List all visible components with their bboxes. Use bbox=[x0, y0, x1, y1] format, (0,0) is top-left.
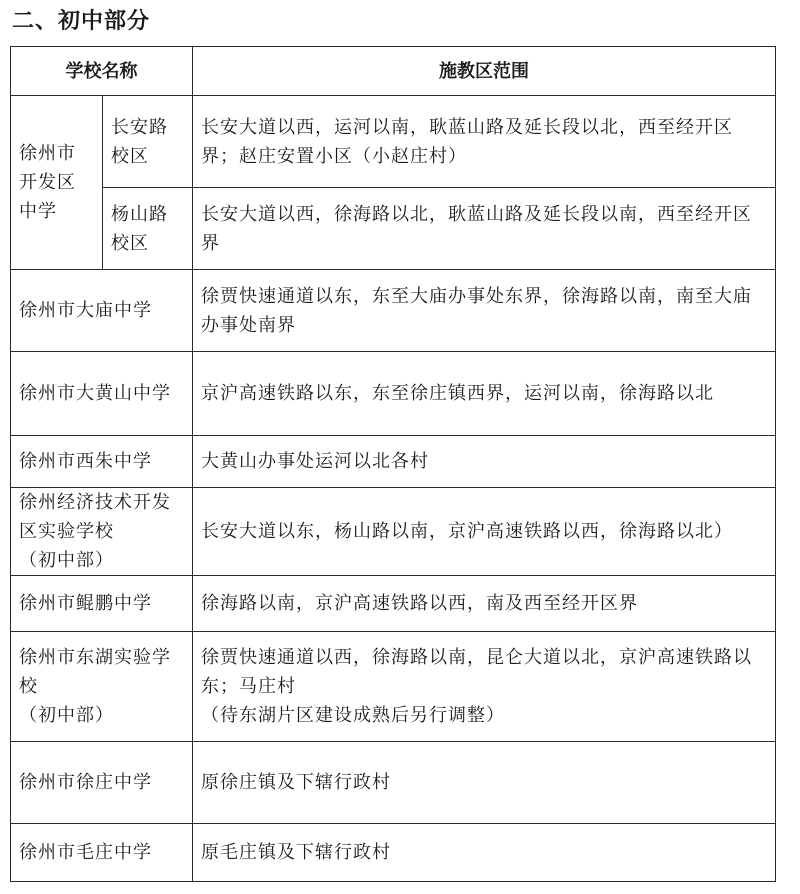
table-row bbox=[11, 352, 776, 436]
school-name-cell: 徐州市毛庄中学 bbox=[11, 824, 193, 882]
district-range-cell: 徐海路以南，京沪高速铁路以西，南及西至经开区界 bbox=[193, 576, 776, 632]
school-name-cell: 徐州市西朱中学 bbox=[11, 436, 193, 488]
district-range-cell: 大黄山办事处运河以北各村 bbox=[193, 436, 776, 488]
district-range-cell: 长安大道以西，徐海路以北，耿蓝山路及延长段以南，西至经开区界 bbox=[193, 188, 776, 270]
district-range-cell: 原徐庄镇及下辖行政村 bbox=[193, 742, 776, 824]
table-row bbox=[11, 632, 776, 742]
table-row bbox=[11, 576, 776, 632]
school-name-text: 徐州经济技术开发区实验学校 bbox=[19, 492, 171, 542]
school-name-cell: 徐州市徐庄中学 bbox=[11, 742, 193, 824]
table-row bbox=[11, 96, 776, 188]
district-range-text: 徐贾快速通道以西，徐海路以南，昆仑大道以北，京沪高速铁路以东；马庄村 bbox=[201, 647, 752, 697]
district-range-cell bbox=[193, 632, 776, 742]
section-title: 二、初中部分 bbox=[12, 9, 151, 34]
school-name-cell bbox=[11, 632, 193, 742]
school-name-cell: 徐州市鲲鹏中学 bbox=[11, 576, 193, 632]
district-range-note: （待东湖片区建设成熟后另行调整） bbox=[201, 705, 505, 726]
table-row bbox=[11, 488, 776, 576]
school-district-table bbox=[10, 46, 776, 882]
district-range-cell: 长安大道以西，运河以南，耿蓝山路及延长段以北，西至经开区界；赵庄安置小区（小赵庄村） bbox=[193, 96, 776, 188]
district-range-cell: 原毛庄镇及下辖行政村 bbox=[193, 824, 776, 882]
district-range-cell: 徐贾快速通道以东，东至大庙办事处东界，徐海路以南，南至大庙办事处南界 bbox=[193, 270, 776, 352]
table-row bbox=[11, 824, 776, 882]
header-school-name: 学校名称 bbox=[11, 47, 193, 96]
header-district-range: 施教区范围 bbox=[193, 47, 776, 96]
table-row bbox=[11, 188, 776, 270]
campus-name-cell: 长安路校区 bbox=[103, 96, 193, 188]
school-name-cell: 徐州市大黄山中学 bbox=[11, 352, 193, 436]
school-name-text: 徐州市东湖实验学校 bbox=[19, 647, 171, 697]
table-row bbox=[11, 742, 776, 824]
school-name-cell bbox=[11, 488, 193, 576]
school-name-cell: 徐州市大庙中学 bbox=[11, 270, 193, 352]
district-range-cell: 京沪高速铁路以东，东至徐庄镇西界，运河以南，徐海路以北 bbox=[193, 352, 776, 436]
table-row bbox=[11, 436, 776, 488]
campus-name-cell: 杨山路校区 bbox=[103, 188, 193, 270]
table-row bbox=[11, 270, 776, 352]
district-range-cell: 长安大道以东，杨山路以南，京沪高速铁路以西，徐海路以北） bbox=[193, 488, 776, 576]
school-name-note: （初中部） bbox=[19, 705, 114, 726]
school-name-cell: 徐州市开发区中学 bbox=[11, 96, 103, 270]
table-header-row bbox=[11, 47, 776, 96]
school-name-note: （初中部） bbox=[19, 550, 114, 571]
